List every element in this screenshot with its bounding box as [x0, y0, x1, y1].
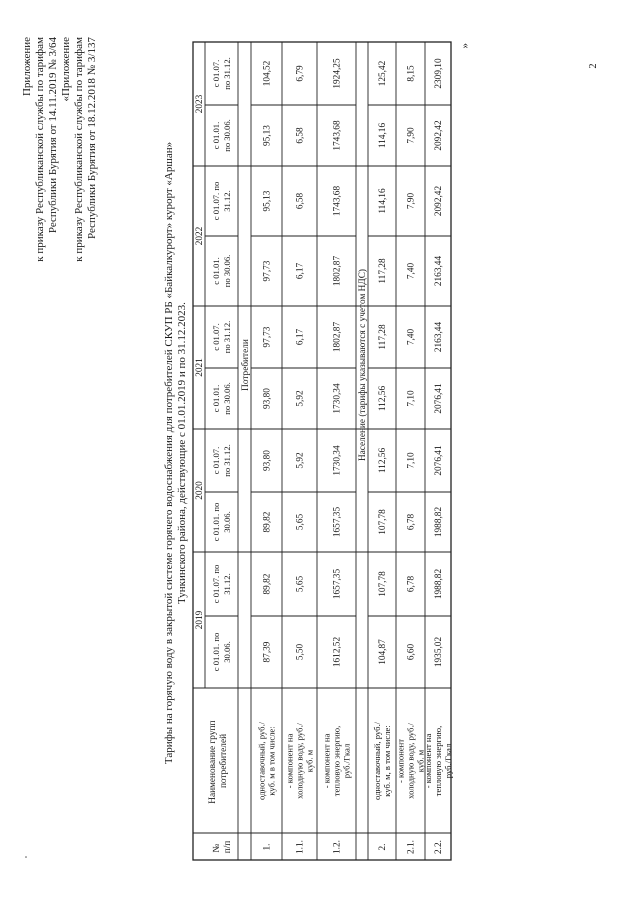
header-line-5: к приказу Республиканской службы по тарифам [73, 37, 85, 262]
tariff-value: 6,58 [295, 127, 306, 144]
table-row [396, 65, 426, 854]
tariff-value: 7,40 [406, 262, 417, 280]
tariff-value: 2309,10 [434, 58, 444, 89]
header-line-3: Республики Бурятия от 14.11.2019 № 3/64 [47, 37, 59, 234]
tariff-value: 1988,82 [434, 568, 444, 600]
tariff-value: 7,90 [406, 192, 417, 210]
row-number: 2.2. [434, 840, 444, 854]
table-row [423, 58, 453, 854]
tariff-value: 6,17 [295, 262, 306, 280]
period-header: с 01.07.по 31.12. [211, 320, 232, 354]
tariff-value: 2092,42 [434, 185, 444, 217]
tariff-value: 89,82 [262, 511, 273, 533]
header-line-1: Приложение [21, 37, 33, 97]
tariff-value: 1988,82 [434, 506, 444, 538]
tariff-value: 7,40 [406, 328, 417, 346]
tariff-value: 1935,02 [434, 636, 444, 668]
row-name: одноставочный, руб./куб. м в том числе: [256, 722, 277, 800]
table-row [257, 60, 277, 850]
page-number: 2 [588, 63, 599, 69]
tariff-value: 97,73 [262, 326, 273, 348]
tariff-value: 107,78 [378, 509, 388, 535]
tariff-value: 7,10 [406, 390, 417, 407]
tariff-value: 1730,34 [332, 445, 343, 476]
row-name: одноставочный, руб./куб. м, в том числе: [372, 722, 392, 800]
tariff-value: 1802,87 [332, 321, 343, 353]
tariff-value: 1612,52 [332, 636, 343, 668]
tariff-value: 6,58 [295, 192, 306, 210]
year-header: 2022 [195, 226, 205, 246]
tariff-value: 114,16 [378, 122, 388, 149]
tariff-value: 117,28 [378, 258, 388, 284]
tariff-value: 104,52 [262, 60, 273, 87]
tariff-value: 5,92 [295, 452, 306, 469]
table-row [322, 58, 352, 854]
document-title-line-1: Тарифы на горячую воду в закрытой системе горячего водоснабжения для потребителей СКУП РБ «Байкалкурорт» курорт «Аршан» [163, 141, 175, 765]
tariff-value: 125,42 [378, 60, 388, 87]
tariff-value: 2076,41 [434, 383, 444, 414]
row-number: 2. [378, 843, 388, 851]
tariff-value: 1657,35 [332, 506, 343, 538]
scan-speck [25, 856, 27, 858]
tariff-value: 1657,35 [332, 568, 343, 600]
section-consumers: Потребители [241, 339, 251, 391]
tariff-value: 97,73 [262, 260, 273, 282]
tariff-value: 5,50 [295, 643, 306, 661]
tariff-value: 87,39 [262, 641, 273, 663]
period-header: с 01.07. по31.12. [211, 564, 232, 604]
tariff-value: 1743,68 [332, 120, 343, 151]
tariff-value: 2163,44 [434, 255, 444, 287]
tariff-value: 8,15 [406, 65, 417, 82]
period-header: с 01.01.по 30.06. [211, 119, 232, 152]
year-header: 2019 [195, 610, 205, 630]
year-header: 2021 [195, 358, 205, 377]
tariff-value: 6,78 [406, 575, 417, 593]
tariff-value: 1802,87 [332, 255, 343, 287]
closing-quote-mark: » [459, 43, 471, 49]
tariff-value: 6,17 [295, 328, 306, 346]
row-number: 1.1. [295, 840, 306, 854]
tariff-value: 117,28 [378, 324, 388, 350]
tariff-value: 1730,34 [332, 383, 343, 414]
row-number: 1.2. [332, 840, 343, 854]
header-line-4: «Приложение [60, 37, 72, 102]
period-header: с 01.01.по 30.06. [211, 382, 232, 415]
tariff-value: 6,79 [295, 65, 306, 82]
period-header: с 01.01. по30.06. [211, 632, 232, 672]
tariff-value: 5,92 [295, 390, 306, 407]
tariff-value: 6,78 [406, 513, 417, 531]
tariff-value: 5,65 [295, 575, 306, 593]
tariff-value: 7,10 [406, 452, 417, 469]
col-number-header: № п/п [212, 840, 233, 854]
row-number: 1. [262, 843, 273, 851]
tariff-value: 95,13 [262, 125, 273, 146]
tariff-value: 112,56 [378, 447, 388, 474]
tariff-value: 95,13 [262, 190, 273, 212]
tariff-value: 93,80 [262, 450, 273, 471]
year-header: 2020 [195, 481, 205, 500]
tariff-value: 1924,25 [332, 58, 343, 89]
period-header: с 01.01. по30.06. [211, 502, 232, 542]
tariff-value: 2163,44 [434, 321, 444, 353]
tariff-value: 6,60 [406, 643, 417, 661]
tariff-value: 114,16 [378, 188, 388, 214]
section-population: Население (тарифы указываются с учетом НДС) [358, 268, 368, 462]
tariff-value: 2076,41 [434, 445, 444, 476]
period-header: с 01.07.по 31.12. [211, 57, 232, 90]
tariff-value: 2092,42 [434, 120, 444, 151]
tariff-value: 107,78 [378, 571, 388, 597]
row-number: 2.1. [406, 840, 417, 854]
tariff-value: 89,82 [262, 573, 273, 595]
header-line-6: Республики Бурятия от 18.12.2018 № 3/137 [86, 37, 98, 240]
tariff-value: 7,90 [406, 127, 417, 144]
tariff-value: 93,80 [262, 388, 273, 409]
header-line-2: к приказу Республиканской службы по тарифам [34, 37, 46, 262]
row-name: - компонент натепловую энергию,руб./Гкал [423, 725, 453, 797]
table-row [285, 65, 315, 854]
period-header: с 01.07.по 31.12. [211, 444, 232, 477]
table-row [372, 60, 392, 850]
tariff-value: 1743,68 [332, 185, 343, 217]
year-header: 2023 [195, 94, 205, 114]
row-name: - компонент натепловую энергию,руб./Гкал [321, 725, 352, 797]
tariff-value: 104,87 [378, 639, 388, 665]
row-name: - компонент нахолодную воду, руб./куб. м [284, 723, 315, 799]
tariff-value: 112,56 [378, 385, 388, 412]
tariff-value: 5,65 [295, 513, 306, 531]
period-header: с 01.07. по31.12. [211, 181, 232, 221]
col-name-header: Наименование групп потребителей [208, 720, 229, 804]
document-title-line-2: Тункинского района, действующие с 01.01.2019 и по 31.12.2023. [176, 302, 188, 604]
row-name: - компонентхолодную воду, руб./куб. м [395, 723, 426, 799]
period-header: с 01.01.по 30.06. [211, 254, 232, 288]
